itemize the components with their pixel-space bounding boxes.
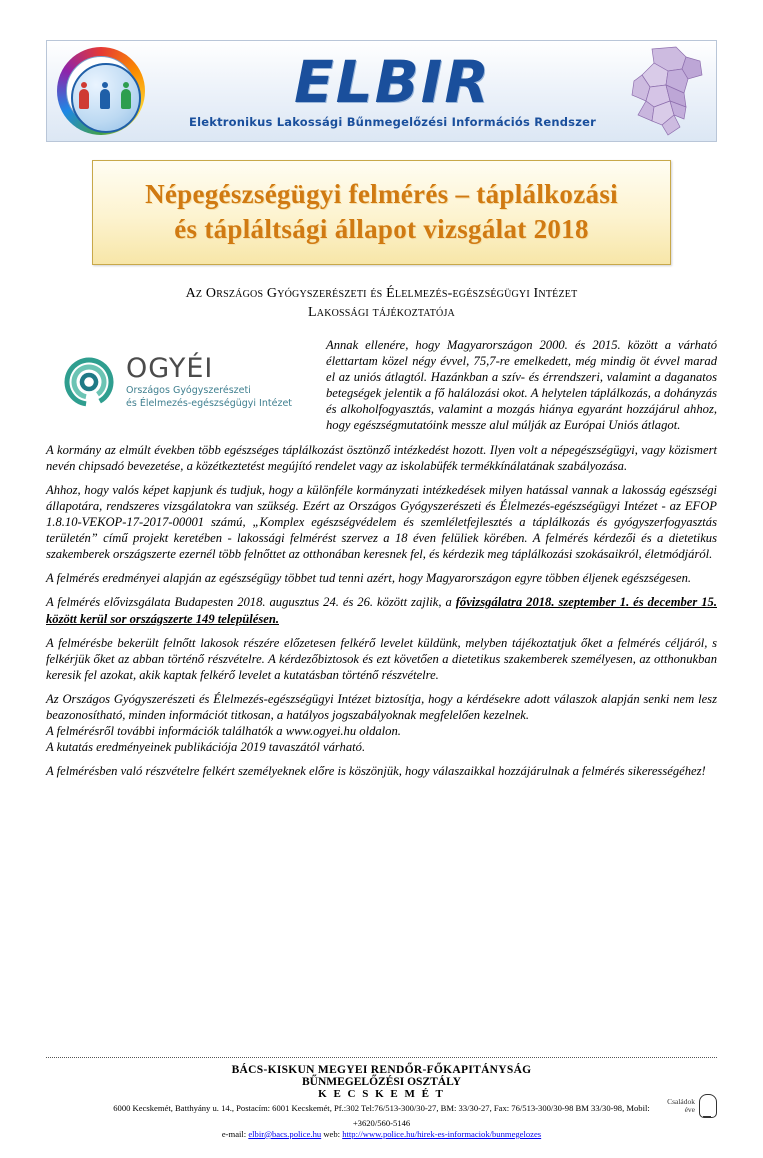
paragraph-5-text: A felmérés elővizsgálata Budapesten 2018. augusztus 24. és 26. között zajlik, a	[46, 595, 456, 610]
paragraph-7: Az Országos Gyógyszerészeti és Élelmezés-egészségügyi Intézet biztosítja, hogy a kérdésekre adott válaszok alapján senki nem lesz beazonosítható, minden információt titkosan, a hatályos jogszabályoknak megfelelően kezelnek.	[46, 691, 717, 723]
elbir-kerek-logo-icon	[51, 43, 155, 139]
document-title-box	[92, 160, 671, 265]
bacs-kiskun-megye-terkep-icon	[624, 45, 710, 137]
title-line-2: és tápláltsági állapot vizsgálat 2018	[174, 213, 589, 244]
footer-org-1: BÁCS-KISKUN MEGYEI RENDŐR-FŐKAPITÁNYSÁG	[231, 1064, 532, 1077]
paragraph-10: A felmérésben való részvételre felkért személyeknek előre is köszönjük, hogy válaszaikkal hozzájárulnak a felmérés sikerességéhez!	[46, 764, 706, 779]
subheading-line-2: Lakossági tájékoztatója	[308, 304, 455, 320]
footer-org-2: BŰNMEGELŐZÉSI OSZTÁLY	[301, 1076, 462, 1089]
title-line-1: Népegészségügyi felmérés – táplálkozási	[145, 179, 618, 209]
family-bulb-icon	[699, 1094, 717, 1118]
brand-title: ELBIR	[293, 48, 492, 116]
document-body	[46, 337, 717, 780]
brand-block	[155, 48, 624, 129]
paragraph-9: A kutatás eredményeinek publikációja 2019 tavaszától várható.	[46, 740, 366, 755]
elbir-header-banner	[46, 40, 717, 142]
csaladok-eve-badge	[633, 1094, 717, 1118]
footer-contact-line	[46, 1129, 717, 1140]
badge-line-1: Családok	[667, 1096, 695, 1106]
ogyei-mark-icon	[62, 355, 116, 409]
paragraph-3: Ahhoz, hogy valós képet kapjunk és tudjuk, hogy a különféle kormányzati intézkedések milyen hatással vannak a lakosság egészségi állapotára, rendszeres vizsgálatokra van szükség. Ezért az Országos Gyógyszerészeti és Élelmezés-egészségügyi Intézet - az EFOP 1.8.10-VEKOP-17-2017-00001 számú, „Komplex egészségvédelem és szemléletfejlesztés a táplálkozás és gyógyszerfogyasztás területén” című projekt keretében - lakossági felmérést szervez a 18 éven felüliek körében. A felmérés kérdezői és a dietetikus szakemberek országszerte ezernél több felnőttet az otthonában keresnek fel, és kérdezik meg táplálkozási szokásaikról, életmódjáról.	[46, 482, 717, 562]
badge-line-2: éve	[684, 1105, 695, 1114]
paragraph-6: A felmérésbe bekerült felnőtt lakosok részére előzetesen felkérő levelet küldünk, melyben tájékoztatjuk őket a felmérés céljáról, s felkérjük őket az abban történő részvételre. A kérdezőbiztosok és ezt követően a dietetikus szakemberek személyesen, az otthonukban keresik fel azokat, akik kaptak felkérő levelet a kutatásban történő részvételre.	[46, 635, 717, 682]
ogyei-line-2: és Élelmezés-egészségügyi Intézet	[126, 398, 293, 410]
subheading	[46, 285, 717, 323]
ogyei-acronym: OGYÉI	[126, 353, 214, 385]
paragraph-8: A felmérésről további információk találhatók a www.ogyei.hu oldalon.	[46, 724, 401, 739]
brand-subtitle: Elektronikus Lakossági Bűnmegelőzési Információs Rendszer	[189, 115, 596, 129]
footer-web-label: web:	[323, 1128, 341, 1139]
footer-address: 6000 Kecskemét, Batthyány u. 14., Postacím: 6001 Kecskemét, Pf.:302 Tel:76/513-300/30-27, BM: 33/30-27, Fax: 76/513-300/30-98 BM 33/30-98, Mobil:	[113, 1103, 650, 1114]
footer-phone: +3620/560-5146	[352, 1117, 411, 1128]
ogyei-logo	[62, 339, 312, 425]
paragraph-5	[46, 594, 717, 626]
footer-web-link[interactable]: http://www.police.hu/hirek-es-informaciok/bunmegelozes	[342, 1128, 542, 1139]
footer-email-label: e-mail:	[221, 1128, 247, 1139]
paragraph-4: A felmérés eredményei alapján az egészségügy többet tud tenni azért, hogy Magyarországon egyre többen éljenek egészségesen.	[46, 571, 692, 586]
subheading-line-1: Az Országos Gyógyszerészeti és Élelmezés-egészségügyi Intézet	[185, 286, 578, 302]
document-page	[0, 40, 763, 1158]
footer-email-link[interactable]: elbir@bacs.police.hu	[248, 1128, 322, 1139]
paragraph-2: A kormány az elmúlt években több egészséges táplálkozást ösztönző intézkedést hozott. Ilyen volt a népegészségügyi, vagy közismert nevén chipsadó bevezetése, a közétkeztetést megújító rendelet vagy az iskolabüfék termékkínálatának szabályozása.	[46, 442, 717, 473]
paragraph-5-emphasis: fővizsgálatra 2018. szeptember 1. és december 15. között kerül sor országszerte 149 településen.	[46, 595, 717, 626]
ogyei-line-1: Országos Gyógyszerészeti	[126, 385, 251, 397]
paragraph-1: Annak ellenére, hogy Magyarországon 2000. és 2015. között a várható élettartam közel négy évvel, 75,7-re emelkedett, még mindig öt évvel marad el az uniós átlagtól. Hazánkban a szív- és érrendszeri, valamint a daganatos betegségek jelentik a fő halálozási okot. A helytelen táplálkozás, a dohányzás és alkoholfogyasztás, valamint a mozgás hiánya egyaránt hozzájárul ahhoz, hogy egészségmutatóink messze alul múlják az Európai Uniós átlagot.	[326, 337, 717, 433]
document-footer	[46, 1057, 717, 1140]
footer-city: K E C S K E M É T	[318, 1088, 445, 1101]
